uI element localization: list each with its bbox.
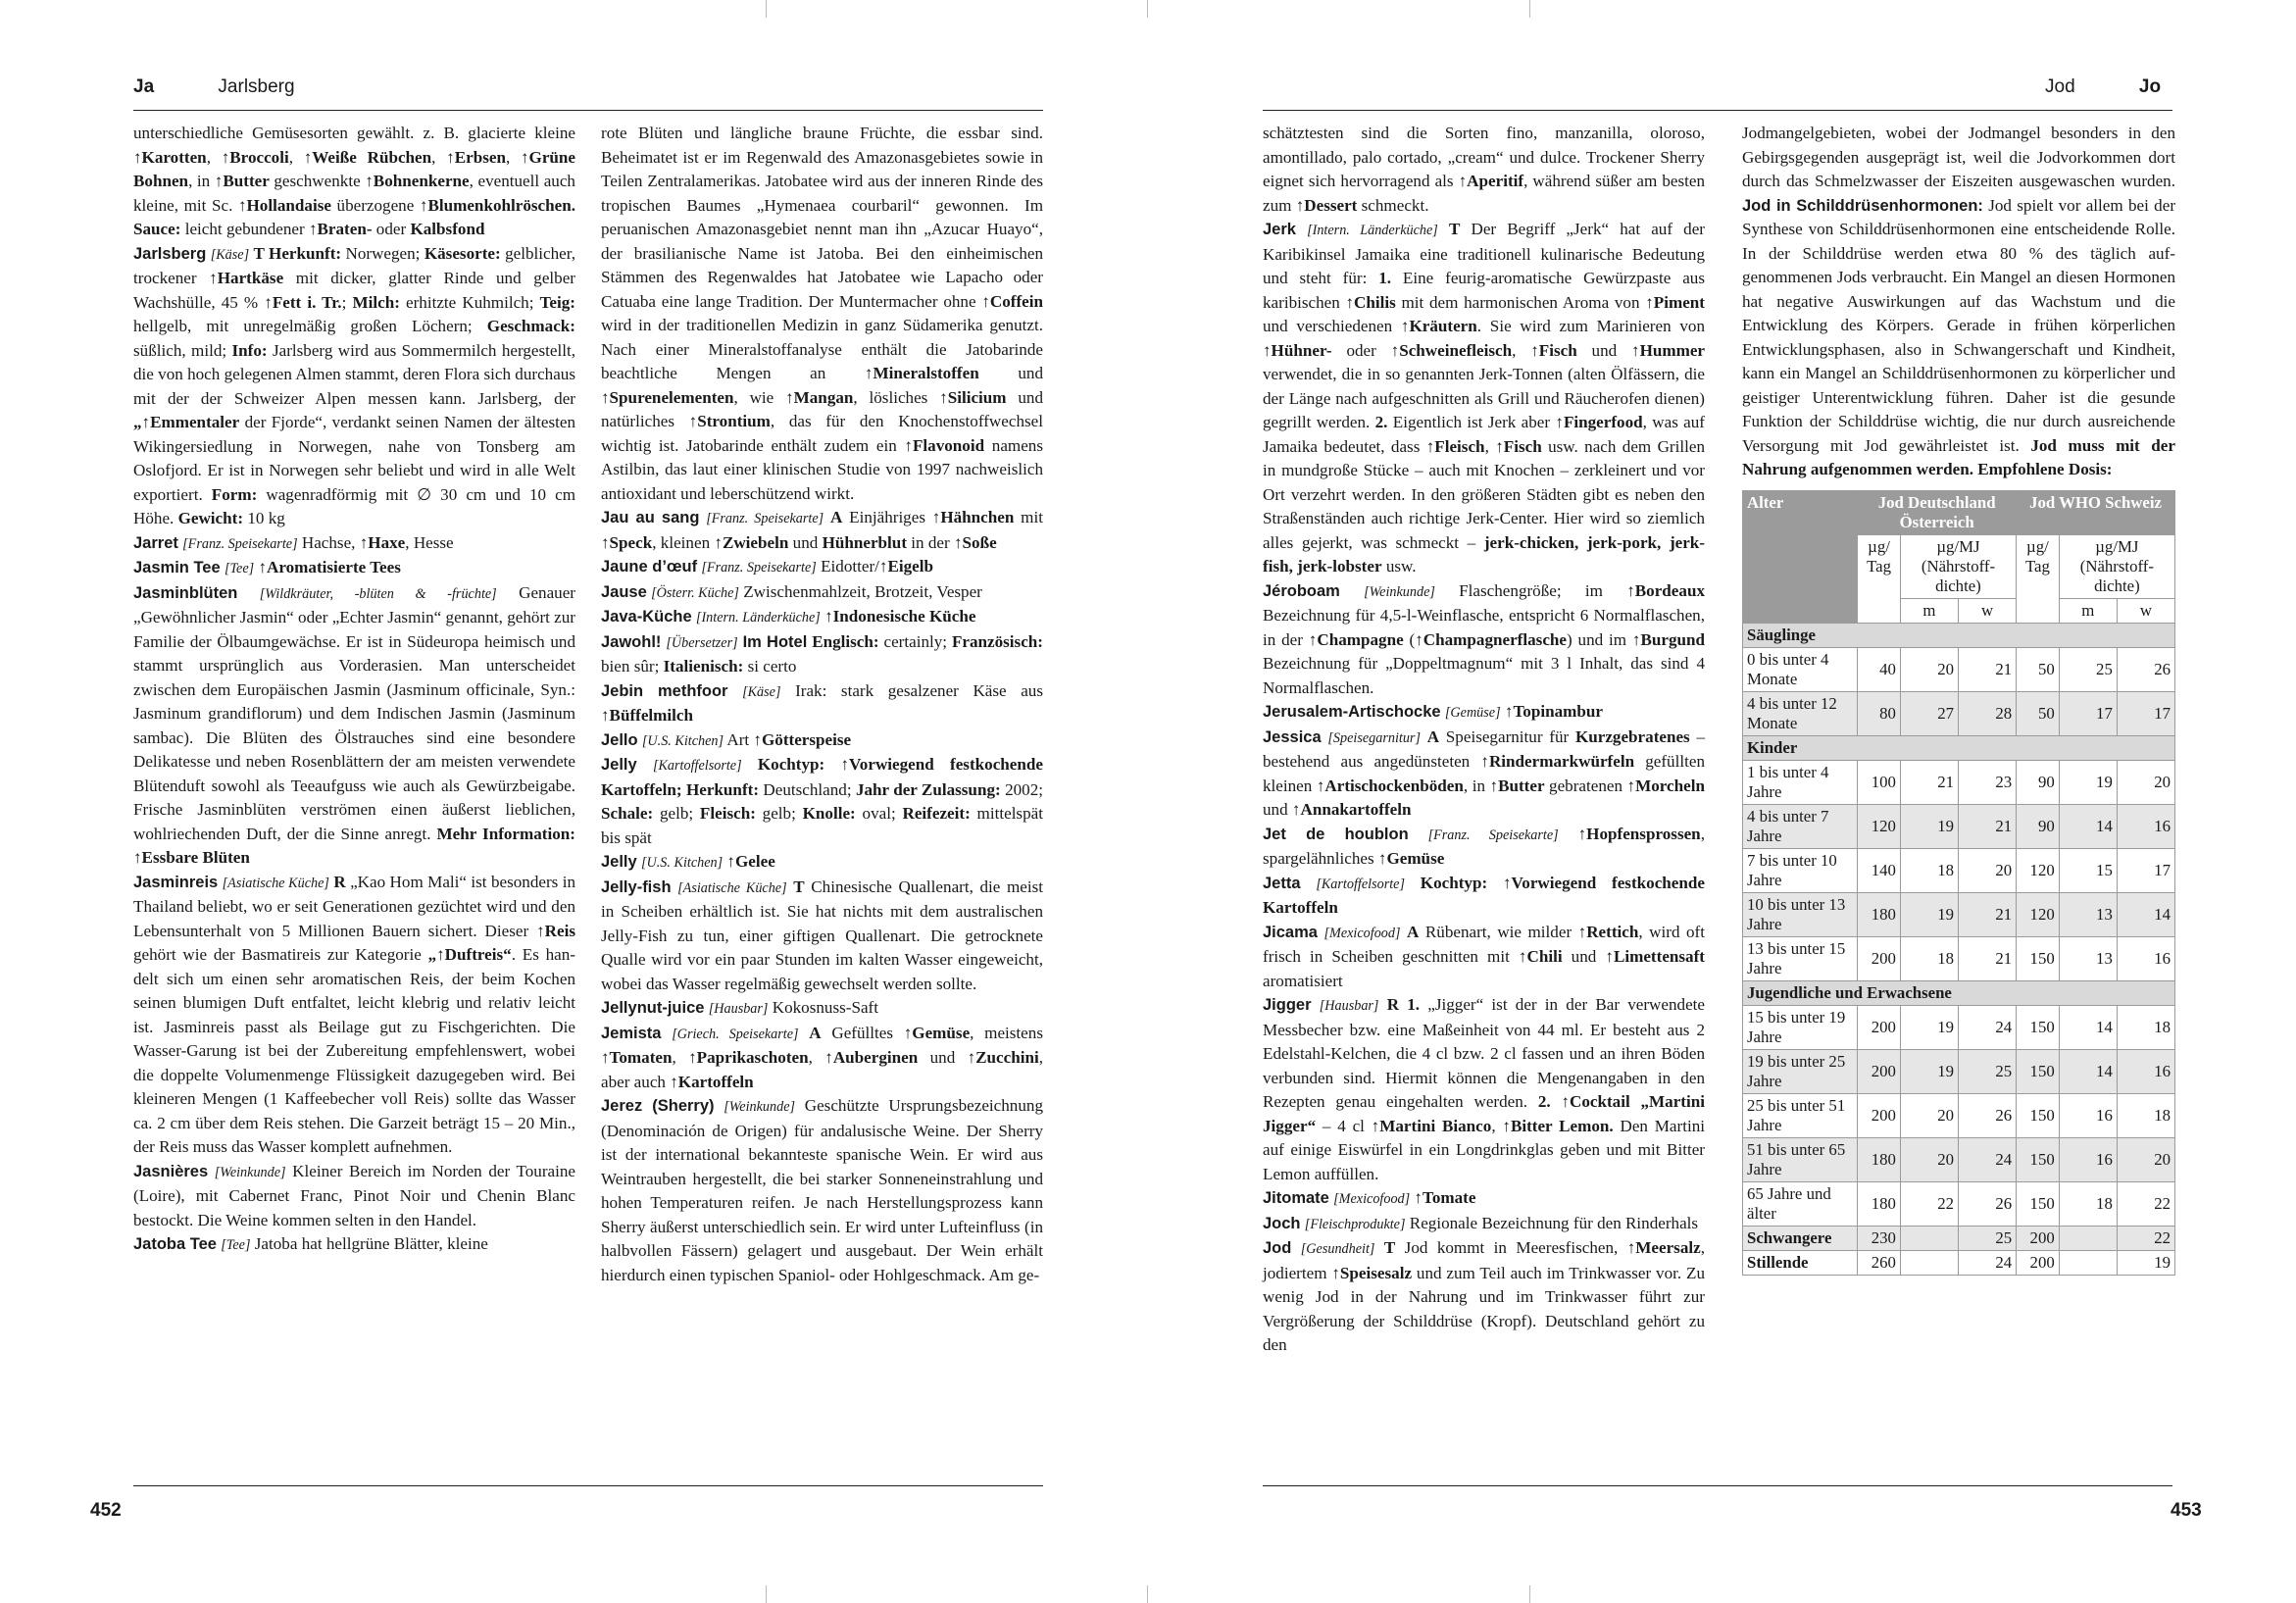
value-cell: 13: [2059, 893, 2117, 937]
value-cell: 21: [1958, 937, 2016, 981]
value-cell: 16: [2059, 1094, 2117, 1138]
value-cell: 20: [1900, 1094, 1958, 1138]
age-cell: Stillende: [1743, 1251, 1858, 1276]
table-subheader-ug-mj: µg/MJ (Nährstoff-dichte): [2059, 535, 2174, 599]
age-cell: 25 bis unter 51 Jahre: [1743, 1094, 1858, 1138]
table-subheader-ug-day: µg/ Tag: [2017, 535, 2060, 624]
value-cell: 18: [1900, 849, 1958, 893]
age-cell: 1 bis unter 4 Jahre: [1743, 761, 1858, 805]
value-cell: 16: [2117, 937, 2174, 981]
iodine-dosage-table: [1742, 490, 2175, 1276]
table-subheader-m: m: [1900, 599, 1958, 624]
footer-rule: [133, 1485, 1043, 1486]
page-number: 453: [2171, 1500, 2202, 1521]
value-cell: 200: [1858, 1094, 1901, 1138]
value-cell: 150: [2017, 1094, 2060, 1138]
right-column-2: [1742, 122, 2175, 482]
entry-continuation: rote Blüten und längliche braune Früchte, die essbar sind. Beheimatet ist er im Regenwald des Amazonasgebietes sowie in Teilen Zentralamerikas. Jatobatee wird aus der inneren Rinde des tropischen Baumes „Hymenaea courbaril“ gewonnen. Im peruanischen Amazonasgebiet nennt man ihn „Azucar Huayo“, der brasilianische Name ist Jatoba. Bei den einheimischen Stämmen des Regenwaldes hat Jatobatee wie Lapacho oder Catuaba eine lange Tradition. Der Muntermacher ohne ↑Coffein wird in der traditionellen Medizin in ganz Südamerika genutzt. Nach einer Mineralstoffanalyse enthält die Jatobarinde beachtliche Mengen an ↑Mineralstoffen und ↑Spurenelementen, wie ↑Mangan, lösliches ↑Silicium und natürliches ↑Strontium, das für den Knochenstoffwechsel wichtig ist. Jatobarinde enthält zudem ein ↑Flavonoid namens Astilbin, das laut einer klinischen Studie von 1997 nachweislich antioxidant und leberschützend wirkt.: [601, 124, 1044, 503]
value-cell: 90: [2017, 761, 2060, 805]
value-cell: 19: [1900, 893, 1958, 937]
value-cell: 200: [1858, 937, 1901, 981]
table-group-row: [1743, 981, 2175, 1006]
dictionary-entry: Jerez (Sherry) [Weinkunde] Geschützte Ursprungsbezeichnung (Denominación de Origen) für andalusische Weine. Der Sherry ist der international bekannteste spanische Wein. Er wird aus Weintrauben hergestellt, die bei starker Sonneneinstrahlung und hohen Temperaturen reifen. Je nach Herstellungsprozess kann Sherry äußerst unterschiedlich sein. Er wird unter Lufteinfluss (in halbvollen Fässern) gelagert und ausgebaut. Der Wein erhält hierdurch einen typischen Spaniol- oder Hohlgeschmack. Am ge-: [601, 1096, 1043, 1284]
table-subheader-m: m: [2059, 599, 2117, 624]
value-cell: 16: [2117, 1050, 2174, 1094]
value-cell: 200: [2017, 1227, 2060, 1251]
value-cell: 24: [1958, 1251, 2016, 1276]
value-cell: 260: [1858, 1251, 1901, 1276]
table-row: [1743, 937, 2175, 981]
value-cell: 200: [1858, 1050, 1901, 1094]
table-row: [1743, 1227, 2175, 1251]
value-cell: 14: [2059, 805, 2117, 849]
table-subheader-w: w: [1958, 599, 2016, 624]
dictionary-entry: Jessica [Speisegarnitur] A Speisegarnitur für Kurzgebratenes – bestehend aus angedünsteten ↑Rindermarkwürfeln gefüllten kleinen ↑Artischockenböden, in ↑Butter gebratenen ↑Morcheln und ↑Annakartoffeln: [1263, 726, 1705, 819]
dictionary-entry: Jawohl! [Übersetzer] Im Hotel Englisch: certainly; Französisch: bien sûr; Italienisch: si certo: [601, 631, 1043, 676]
value-cell: 27: [1900, 692, 1958, 736]
age-cell: 13 bis unter 15 Jahre: [1743, 937, 1858, 981]
value-cell: 28: [1958, 692, 2016, 736]
dictionary-entry: Jellynut-juice [Hausbar] Kokosnuss-Saft: [601, 998, 878, 1017]
table-row: [1743, 1138, 2175, 1182]
value-cell: [1900, 1227, 1958, 1251]
table-header-who: Jod WHO Schweiz: [2017, 491, 2175, 535]
dictionary-entry: Jaune d’œuf [Franz. Speisekarte] Eidotter/↑Eigelb: [601, 557, 933, 576]
dictionary-entry: Jelly-fish [Asiatische Küche] T Chinesische Quallenart, die meist in Scheiben erhältlich ist. Sie hat nichts mit dem australischen Jelly-Fish zu tun, einer giftigen Quallenart. Die getrocknete Qualle wird vor ein paar Stunden im kalten Wasser eingeweicht, wobei das Wasser regelmäßig gewechselt werden sollte.: [601, 877, 1043, 993]
value-cell: 180: [1858, 1138, 1901, 1182]
dictionary-entry: Jerk [Intern. Länderküche] T Der Begriff „Jerk“ hat auf der Karibikinsel Jamaika eine traditionell kulinarische Bedeutung und steht für: 1. Eine feurig-aromatische Gewürzpaste aus karibischen ↑Chilis mit dem harmonischen Aroma von ↑Piment und verschiedenen ↑Kräutern. Sie wird zum Marinieren von ↑Hühner- oder ↑Schweinefleisch, ↑Fisch und ↑Hummer verwendet, die in so genannten Jerk-Tonnen (alten Ölfässern, die der Länge nach aufgeschnitten als Grill und Räucherofen dienen) gegrillt werden. 2. Eigentlich ist Jerk aber ↑Fingerfood, was auf Jamaika bedeutet, dass ↑Fleisch, ↑Fisch usw. nach dem Grillen in mundgroße Stücke – auch mit Knochen – zerkleinert und vor Ort verzehrt werden. In den größeren Städten gibt es neben den Straßenständen auch richtige Jerk-Center. Hier wird so ziemlich alles gejerkt, was schmeckt – jerk-chicken, jerk-pork, jerk-fish, jerk-lobster usw.: [1263, 220, 1706, 576]
dictionary-entry: Jemista [Griech. Speisekarte] A Gefülltes ↑Gemüse, meistens ↑Tomaten, ↑Paprikaschoten, ↑Auberginen und ↑Zucchini, aber auch ↑Kartoffeln: [601, 1023, 1044, 1091]
value-cell: 16: [2059, 1138, 2117, 1182]
table-subheader-w: w: [2117, 599, 2174, 624]
age-cell: 19 bis unter 25 Jahre: [1743, 1050, 1858, 1094]
value-cell: 19: [1900, 1006, 1958, 1050]
value-cell: 200: [1858, 1006, 1901, 1050]
value-cell: 100: [1858, 761, 1901, 805]
table-row: [1743, 648, 2175, 692]
value-cell: 26: [1958, 1094, 2016, 1138]
age-cell: 15 bis unter 19 Jahre: [1743, 1006, 1858, 1050]
table-header-de: Jod Deutschland Österreich: [1858, 491, 2017, 535]
age-cell: 4 bis unter 12 Monate: [1743, 692, 1858, 736]
age-cell: 7 bis unter 10 Jahre: [1743, 849, 1858, 893]
value-cell: 150: [2017, 1006, 2060, 1050]
right-column-1: [1263, 122, 1705, 1358]
value-cell: 22: [2117, 1227, 2174, 1251]
value-cell: 90: [2017, 805, 2060, 849]
value-cell: 23: [1958, 761, 2016, 805]
left-column-2: [601, 122, 1043, 1287]
age-cell: 51 bis unter 65 Jahre: [1743, 1138, 1858, 1182]
value-cell: 180: [1858, 893, 1901, 937]
dictionary-entry: Jerusalem-Artischocke [Gemüse] ↑Topinambur: [1263, 702, 1603, 721]
dictionary-entry: Jause [Österr. Küche] Zwischenmahlzeit, Brotzeit, Vesper: [601, 581, 982, 601]
entry-continuation: Jodmangelgebieten, wobei der Jodmangel besonders in den Gebirgsgegenden ausgeprägt ist, weil die Jodvorkommen dort durch das Schmelzwasser der Eiszeiten ausgewaschen wurden. Jod in Schilddrüsenhormonen: Jod spielt vor allem bei der Synthese von Schilddrüsenhormonen eine entscheidende Rolle. In der Schilddrüse werden etwa 80 % des täglich aufgenommenen Jods verbraucht. Ein Mangel an diesen Hormonen hat negative Auswirkungen auf das Wachstum und die Entwicklung des Körpers. Gerade in frühen körperlichen Entwicklungsphasen, also in Schwangerschaft und Kindheit, kann ein Mangel an Schilddrüsenhormonen zu körperlicher und geistiger Unterentwicklung führen. Daher ist die gesunde Funktion der Schilddrüse wichtig, die nur durch ausreichende Versorgung mit Jod gewährleistet ist. Jod muss mit der Nahrung aufgenommen werden. Empfohlene Dosis:: [1742, 124, 2176, 478]
table-row: [1743, 761, 2175, 805]
value-cell: 19: [2117, 1251, 2174, 1276]
age-cell: 65 Jahre und älter: [1743, 1182, 1858, 1227]
value-cell: 80: [1858, 692, 1901, 736]
group-label: Kinder: [1743, 736, 2175, 761]
dictionary-entry: Jasminblüten [Wildkräuter, -blüten & -früchte] Genauer „Gewöhnlicher Jasmin“ oder „Echter Jasmin“ genannt, gehört zur Familie der Ölbaumgewächse. Er ist in Südeuropa heimisch und stammt ursprünglich aus Vorderasien. Man unterscheidet zwischen dem Europäischen Jasmin (Jasminum officinale, Syn.: Jasminum grandiflorum) und dem Indischen Jasmin (Jasminum sambac). Die Blüten des Ölstrauches sind eine besondere Delikatesse und neben Rosenblättern der am meisten verwendete Blütenduft sowohl als Teeaufguss wie auch als Gewürzbeigabe. Frische Jasminblüten verströmen einen äußerst lieblichen, wohlriechenden Duft, der die Sinne anregt. Mehr Information: ↑Essbare Blüten: [133, 582, 575, 867]
value-cell: 13: [2059, 937, 2117, 981]
value-cell: 18: [1900, 937, 1958, 981]
value-cell: 19: [1900, 805, 1958, 849]
table-row: [1743, 1094, 2175, 1138]
value-cell: 17: [2059, 692, 2117, 736]
value-cell: 20: [1900, 1138, 1958, 1182]
value-cell: 25: [1958, 1050, 2016, 1094]
age-cell: 0 bis unter 4 Monate: [1743, 648, 1858, 692]
footer-rule: [1263, 1485, 2172, 1486]
value-cell: 200: [2017, 1251, 2060, 1276]
value-cell: 18: [2117, 1006, 2174, 1050]
value-cell: 14: [2059, 1006, 2117, 1050]
value-cell: 17: [2117, 849, 2174, 893]
dictionary-entry: Jet de houblon [Franz. Speisekarte] ↑Hopfensprossen, spargelähnliches ↑Gemüse: [1263, 824, 1705, 868]
thumb-index-code: Jo: [2138, 76, 2162, 97]
dictionary-entry: Jitomate [Mexicofood] ↑Tomate: [1263, 1188, 1476, 1207]
running-head-right: [2045, 76, 2161, 98]
value-cell: 16: [2117, 805, 2174, 849]
header-rule: [1263, 110, 2172, 111]
value-cell: 14: [2059, 1050, 2117, 1094]
dictionary-entry: Jarret [Franz. Speisekarte] Hachse, ↑Haxe, Hesse: [133, 532, 454, 552]
page-number: 452: [90, 1500, 122, 1521]
value-cell: 20: [1958, 849, 2016, 893]
dictionary-entry: Jod [Gesundheit] T Jod kommt in Meeresfischen, ↑Meersalz, jodiertem ↑Speisesalz und zum Teil auch im Trinkwasser vor. Zu wenig Jod in der Nahrung und im Trinkwasser führt zur Vergrößerung der Schilddrüse (Kropf). Deutschland gehört zu den: [1263, 1238, 1705, 1354]
value-cell: 15: [2059, 849, 2117, 893]
table-row: [1743, 849, 2175, 893]
value-cell: 26: [2117, 648, 2174, 692]
table-row: [1743, 692, 2175, 736]
entry-continuation: schätztesten sind die Sorten fino, manzanilla, oloroso, amontillado, palo cortado, „cream“ und dulce. Trockener Sherry eignet sich hervorragend als ↑Aperitif, während süßer am besten zum ↑Dessert schmeckt.: [1263, 124, 1705, 215]
group-label: Jugendliche und Erwachsene: [1743, 981, 2175, 1006]
value-cell: [2059, 1251, 2117, 1276]
entry-continuation: unterschiedliche Gemüsesorten gewählt. z. B. glacierte kleine ↑Karotten, ↑Broccoli, ↑Weiße Rübchen, ↑Erbsen, ↑Grüne Bohnen, in ↑Butter geschwenkte ↑Bohnenkerne, eventuell auch kleine, mit Sc. ↑Hollandaise überzogene ↑Blumenkohlröschen. Sauce: leicht gebundener ↑Braten- oder Kalbsfond: [133, 124, 576, 238]
table-group-row: [1743, 624, 2175, 648]
dictionary-entry: Jasminreis [Asiatische Küche] R „Kao Hom Mali“ ist besonders in Thailand beliebt, wo er seit Generationen gezüchtet wird und den Lebensunterhalt von 5 Millionen Bauern sichert. Dieser ↑Reis gehört wie der Basmatireis zur Kategorie „↑Duftreis“. Es handelt sich um einen sehr aromatischen Reis, der beim Kochen seinen blumigen Duft entfaltet, leicht klebrig und relativ leicht ist. Jasminreis passt als Beilage gut zu Fischgerichten. Die Wasser-Garung ist bei der Zubereitung empfehlenswert, wobei die doppelte Volumenmenge Flüssigkeit dazugegeben wird. Bei kleineren Mengen (1 Kaffeebecher voll Reis) sollte das Wasser ca. 2 cm über dem Reis stehen. Die Garzeit beträgt 15 – 20 Min., der Reis muss das Wasser komplett aufnehmen.: [133, 872, 575, 1156]
table-header-age: Alter: [1743, 491, 1858, 624]
value-cell: 180: [1858, 1182, 1901, 1227]
value-cell: [1900, 1251, 1958, 1276]
left-column-1: [133, 122, 575, 1258]
table-subheader-ug-day: µg/ Tag: [1858, 535, 1901, 624]
dictionary-entry: Jetta [Kartoffelsorte] Kochtyp: ↑Vorwiegend festkochende Kartoffeln: [1263, 873, 1705, 917]
value-cell: 140: [1858, 849, 1901, 893]
table-subheader-ug-mj: µg/MJ (Nährstoff-dichte): [1900, 535, 2016, 599]
dictionary-entry: Jelly [Kartoffelsorte] Kochtyp: ↑Vorwiegend festkochende Kartoffeln; Herkunft: Deutschland; Jahr der Zulassung: 2002; Schale: gelb; Fleisch: gelb; Knolle: oval; Reifezeit: mittelspät bis spät: [601, 755, 1044, 847]
value-cell: 230: [1858, 1227, 1901, 1251]
value-cell: 21: [1900, 761, 1958, 805]
value-cell: [2059, 1227, 2117, 1251]
header-rule: [133, 110, 1043, 111]
value-cell: 150: [2017, 1050, 2060, 1094]
value-cell: 19: [2059, 761, 2117, 805]
table-row: [1743, 805, 2175, 849]
value-cell: 150: [2017, 1182, 2060, 1227]
age-cell: 10 bis unter 13 Jahre: [1743, 893, 1858, 937]
value-cell: 20: [1900, 648, 1958, 692]
running-head-left: [133, 76, 295, 98]
age-cell: Schwangere: [1743, 1227, 1858, 1251]
value-cell: 21: [1958, 648, 2016, 692]
value-cell: 40: [1858, 648, 1901, 692]
dictionary-entry: Jasmin Tee [Tee] ↑Aromatisierte Tees: [133, 558, 401, 576]
dictionary-entry: Jatoba Tee [Tee] Jatoba hat hellgrüne Blätter, kleine: [133, 1234, 488, 1253]
dictionary-entry: Jebin methfoor [Käse] Irak: stark gesalzener Käse aus ↑Büffelmilch: [601, 680, 1043, 725]
value-cell: 150: [2017, 1138, 2060, 1182]
value-cell: 120: [2017, 893, 2060, 937]
value-cell: 20: [2117, 1138, 2174, 1182]
value-cell: 18: [2117, 1094, 2174, 1138]
dictionary-entry: Java-Küche [Intern. Länderküche] ↑Indonesische Küche: [601, 607, 976, 626]
dictionary-entry: Jigger [Hausbar] R 1. „Jigger“ ist der in der Bar verwendete Messbecher bzw. eine Maßeinheit von 44 ml. Er besteht aus 2 Edelstahl-Kelchen, die 4 cl bzw. 2 cl fassen und an ihren Böden verbunden sind. Hiermit können die Mengenangaben in den Rezepten genau eingehalten werden. 2. ↑Cocktail „Martini Jigger“ – 4 cl ↑Martini Bianco, ↑Bitter Lemon. Den Martini auf einige Eiswürfel in ein Longdrinkglas geben und mit Bitter Lemon auffüllen.: [1263, 995, 1706, 1183]
running-head-word: Jod: [2045, 76, 2075, 97]
value-cell: 14: [2117, 893, 2174, 937]
value-cell: 18: [2059, 1182, 2117, 1227]
thumb-index-code: Ja: [133, 76, 155, 97]
dictionary-entry: Jicama [Mexicofood] A Rübenart, wie milder ↑Rettich, wird oft frisch in Scheiben geschnitten mit ↑Chili und ↑Limettensaft aromatisiert: [1263, 922, 1705, 990]
value-cell: 24: [1958, 1138, 2016, 1182]
value-cell: 17: [2117, 692, 2174, 736]
running-head-word: Jarlsberg: [218, 76, 295, 97]
value-cell: 50: [2017, 692, 2060, 736]
table-group-row: [1743, 736, 2175, 761]
value-cell: 150: [2017, 937, 2060, 981]
right-page: [1148, 0, 2296, 1603]
value-cell: 120: [2017, 849, 2060, 893]
dictionary-entry: Joch [Fleischprodukte] Regionale Bezeichnung für den Rinderhals: [1263, 1213, 1699, 1232]
value-cell: 19: [1900, 1050, 1958, 1094]
dictionary-entry: Jarlsberg [Käse] T Herkunft: Norwegen; Käsesorte: gelblicher, trockener ↑Hartkäse mit dicker, glatter Rinde und gelber Wachshülle, 45 % ↑Fett i. Tr.; Milch: erhitzte Kuhmilch; Teig: hellgelb, mit unregelmäßig großen Löchern; Geschmack: süßlich, mild; Info: Jarlsberg wird aus Sommermilch hergestellt, die von hoch gelegenen Almen stammt, deren Flora sich durchaus mit der der Schweizer Alpen messen kann. Jarlsberg, der „↑Emmentaler der Fjorde“, verdankt seinen Namen der ältesten Wikingersiedlung in Norwegen, nahe von Tonsberg am Oslofjord. Er ist in Norwegen sehr beliebt und wird in alle Welt exportiert. Form: wagenradförmig mit ∅ 30 cm und 10 cm Höhe. Gewicht: 10 kg: [133, 243, 576, 527]
value-cell: 50: [2017, 648, 2060, 692]
value-cell: 20: [2117, 761, 2174, 805]
value-cell: 25: [1958, 1227, 2016, 1251]
value-cell: 25: [2059, 648, 2117, 692]
value-cell: 22: [1900, 1182, 1958, 1227]
dictionary-entry: Jello [U.S. Kitchen] Art ↑Götterspeise: [601, 729, 852, 749]
value-cell: 120: [1858, 805, 1901, 849]
value-cell: 22: [2117, 1182, 2174, 1227]
dictionary-entry: Jau au sang [Franz. Speisekarte] A Einjähriges ↑Hähnchen mit ↑Speck, kleinen ↑Zwiebeln und Hühnerblut in der ↑Soße: [601, 508, 1043, 552]
value-cell: 24: [1958, 1006, 2016, 1050]
table-row: [1743, 1050, 2175, 1094]
dictionary-entry: Jasnières [Weinkunde] Kleiner Bereich im Norden der Touraine (Loire), mit Cabernet Franc, Pinot Noir und Chenin Blanc bestockt. Die Weine kommen selten in den Handel.: [133, 1161, 575, 1229]
table-row: [1743, 1182, 2175, 1227]
age-cell: 4 bis unter 7 Jahre: [1743, 805, 1858, 849]
value-cell: 21: [1958, 893, 2016, 937]
table-row: [1743, 1251, 2175, 1276]
table-row: [1743, 893, 2175, 937]
dictionary-entry: Jéroboam [Weinkunde] Flaschengröße; im ↑Bordeaux Bezeichnung für 4,5-l-Weinflasche, entspricht 6 Normalflaschen, in der ↑Champagne (↑Champagnerflasche) und im ↑Burgund Bezeichnung für „Doppeltmagnum“ mit 3 l Inhalt, das sind 4 Normalflaschen.: [1263, 580, 1706, 697]
value-cell: 26: [1958, 1182, 2016, 1227]
table-row: [1743, 1006, 2175, 1050]
value-cell: 21: [1958, 805, 2016, 849]
group-label: Säuglinge: [1743, 624, 2175, 648]
dictionary-entry: Jelly [U.S. Kitchen] ↑Gelee: [601, 852, 775, 871]
